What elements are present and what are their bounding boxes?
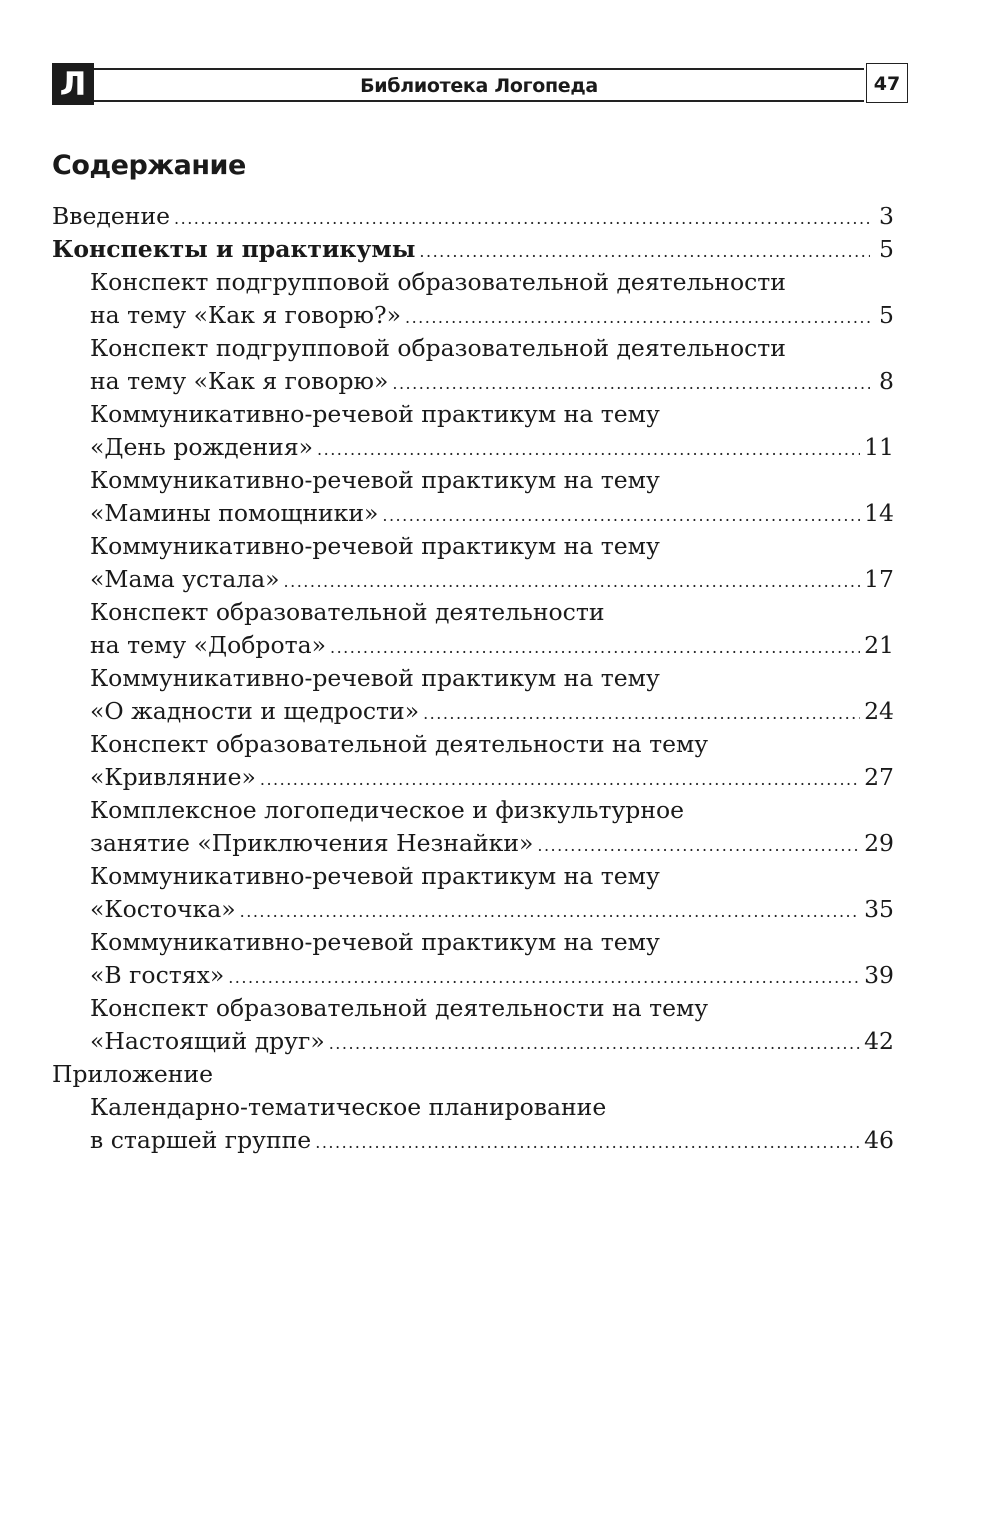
toc-entry	[52, 794, 894, 860]
toc-line	[52, 629, 894, 662]
toc-page-number: 35	[864, 895, 894, 923]
toc-line	[52, 827, 894, 860]
dot-leader	[537, 829, 860, 862]
toc-line	[52, 200, 894, 233]
toc-line	[52, 530, 894, 563]
dot-leader	[228, 961, 860, 994]
toc-line	[52, 1025, 894, 1058]
toc-line	[52, 1058, 894, 1091]
toc-entry-title: «Мама устала»	[90, 565, 280, 593]
toc-page-number: 42	[864, 1027, 894, 1055]
dot-leader	[419, 235, 870, 268]
toc-line	[52, 695, 894, 728]
toc-entry	[52, 1091, 894, 1157]
toc-page-number: 46	[864, 1126, 894, 1154]
toc-line	[52, 596, 894, 629]
dot-leader	[423, 697, 860, 730]
toc-entry-title: Коммуникативно-речевой практикум на тему	[90, 664, 660, 692]
dot-leader	[284, 565, 861, 598]
toc-entry-title: «О жадности и щедрости»	[90, 697, 420, 725]
toc-entry-title: Конспект подгрупповой образовательной деятельности	[90, 268, 786, 296]
toc-line	[52, 992, 894, 1025]
toc-line	[52, 926, 894, 959]
toc-line	[52, 728, 894, 761]
toc-entry	[52, 662, 894, 728]
toc-entry-title: Коммуникативно-речевой практикум на тему	[90, 400, 660, 428]
toc-line	[52, 893, 894, 926]
toc-line	[52, 662, 894, 695]
toc-entry-title: Комплексное логопедическое и физкультурное	[90, 796, 685, 824]
toc-entry	[52, 266, 894, 332]
toc-entry	[52, 860, 894, 926]
toc-page-number: 5	[879, 235, 894, 263]
toc-page-number: 39	[864, 961, 894, 989]
dot-leader	[174, 202, 870, 235]
toc-entry	[52, 596, 894, 662]
toc-entry-title: «В гостях»	[90, 961, 225, 989]
toc-entry-title: Конспект образовательной деятельности на тему	[90, 730, 709, 758]
dot-leader	[240, 895, 860, 928]
toc-title: Содержание	[52, 150, 246, 181]
toc-line	[52, 563, 894, 596]
toc-entry	[52, 398, 894, 464]
toc-entry-title: на тему «Доброта»	[90, 631, 326, 659]
toc-line	[52, 299, 894, 332]
toc-line	[52, 431, 894, 464]
page-number: 47	[866, 63, 908, 103]
toc-line	[52, 332, 894, 365]
toc-entry-title: Конспект образовательной деятельности на тему	[90, 994, 709, 1022]
toc-entry-title: Конспекты и практикумы	[52, 235, 416, 263]
dot-leader	[392, 367, 870, 400]
toc-entry-title: в старшей группе	[90, 1126, 312, 1154]
toc-line	[52, 794, 894, 827]
toc-entry-title: Приложение	[52, 1060, 214, 1088]
toc-line	[52, 761, 894, 794]
toc-entry-title: занятие «Приключения Незнайки»	[90, 829, 534, 857]
toc-entry	[52, 233, 894, 266]
toc-line	[52, 1124, 894, 1157]
series-logo: Л	[52, 63, 94, 105]
toc-entry-title: на тему «Как я говорю»	[90, 367, 389, 395]
toc-line	[52, 860, 894, 893]
toc-entry-title: Введение	[52, 202, 171, 230]
toc-entry-title: «Кривляние»	[90, 763, 256, 791]
running-header	[52, 63, 908, 107]
toc-entry-title: Коммуникативно-речевой практикум на тему	[90, 928, 660, 956]
toc-entry	[52, 728, 894, 794]
toc-line	[52, 1091, 894, 1124]
toc-entry-title: «День рождения»	[90, 433, 314, 461]
toc-entry	[52, 926, 894, 992]
toc-entry	[52, 200, 894, 233]
toc-page-number: 24	[864, 697, 894, 725]
toc-entry	[52, 992, 894, 1058]
toc-entry-title: на тему «Как я говорю?»	[90, 301, 401, 329]
toc-page-number: 5	[879, 301, 894, 329]
toc-entry	[52, 530, 894, 596]
toc-entry-title: «Настоящий друг»	[90, 1027, 325, 1055]
toc-page-number: 27	[864, 763, 894, 791]
toc-entry	[52, 1058, 894, 1091]
dot-leader	[382, 499, 860, 532]
toc-entry-title: Коммуникативно-речевой практикум на тему	[90, 532, 660, 560]
table-of-contents	[52, 200, 894, 1157]
toc-line	[52, 464, 894, 497]
toc-entry-title: Конспект подгрупповой образовательной деятельности	[90, 334, 786, 362]
toc-entry	[52, 464, 894, 530]
toc-page-number: 14	[864, 499, 894, 527]
toc-page-number: 3	[879, 202, 894, 230]
dot-leader	[329, 1027, 860, 1060]
toc-line	[52, 497, 894, 530]
series-title: Библиотека Логопеда	[360, 75, 598, 97]
toc-entry-title: «Мамины помощники»	[90, 499, 379, 527]
toc-entry-title: Коммуникативно-речевой практикум на тему	[90, 466, 660, 494]
toc-line	[52, 959, 894, 992]
toc-entry-title: Коммуникативно-речевой практикум на тему	[90, 862, 660, 890]
toc-page-number: 29	[864, 829, 894, 857]
dot-leader	[315, 1126, 860, 1159]
toc-line	[52, 266, 894, 299]
dot-leader	[405, 301, 870, 334]
toc-entry-title: «Косточка»	[90, 895, 236, 923]
toc-page-number: 11	[864, 433, 894, 461]
dot-leader	[317, 433, 860, 466]
toc-line	[52, 365, 894, 398]
toc-entry-title: Конспект образовательной деятельности	[90, 598, 605, 626]
toc-line	[52, 233, 894, 266]
toc-page-number: 8	[879, 367, 894, 395]
toc-page-number: 17	[864, 565, 894, 593]
toc-entry	[52, 332, 894, 398]
toc-entry-title: Календарно-тематическое планирование	[90, 1093, 607, 1121]
toc-line	[52, 398, 894, 431]
dot-leader	[330, 631, 860, 664]
header-rule-bottom	[94, 100, 864, 102]
toc-page-number: 21	[864, 631, 894, 659]
dot-leader	[260, 763, 860, 796]
